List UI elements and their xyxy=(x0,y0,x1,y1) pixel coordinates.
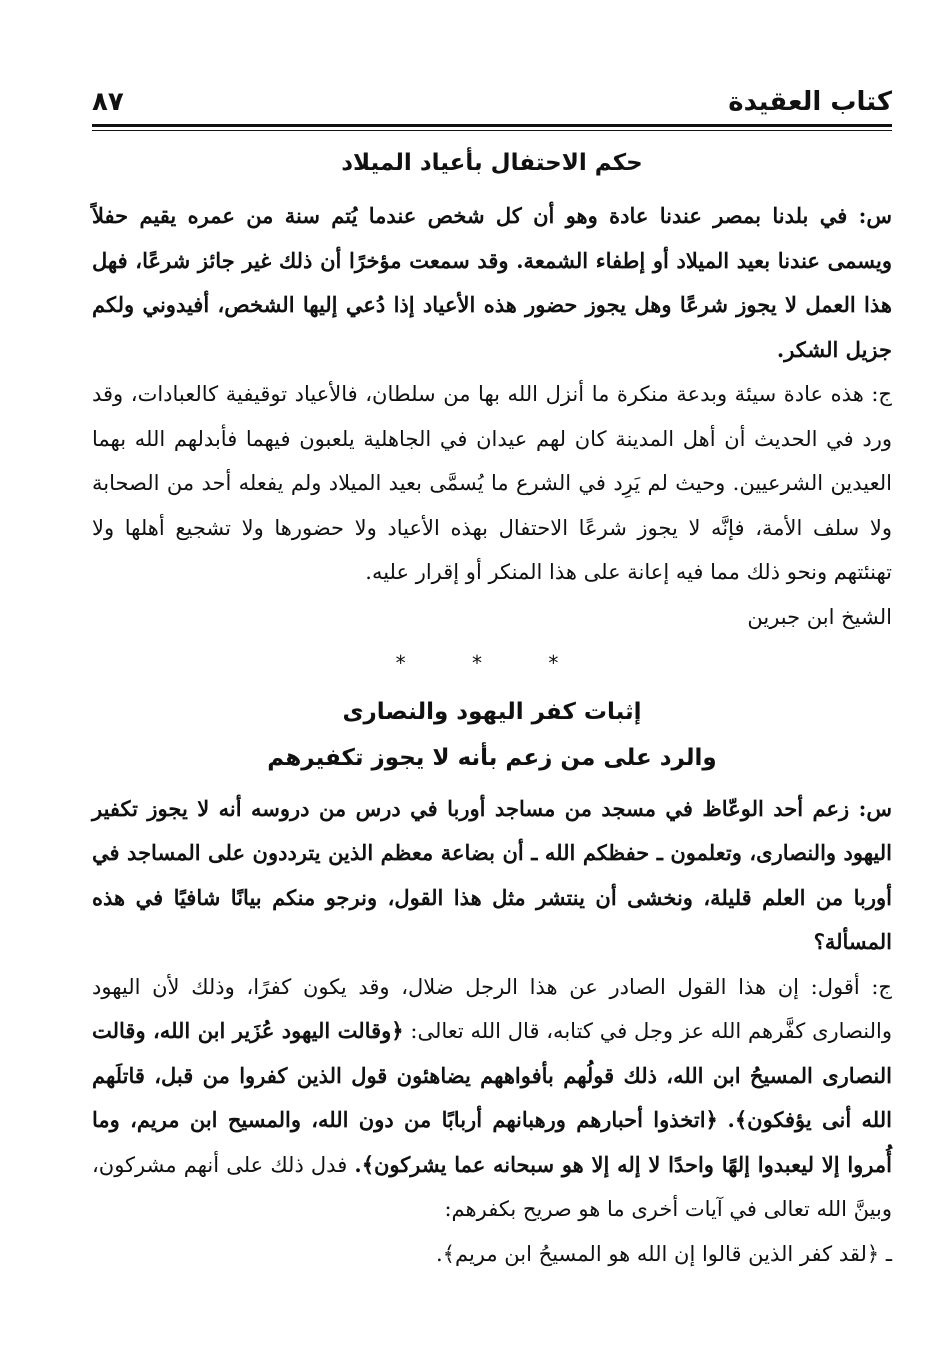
section-separator: * * * xyxy=(395,650,589,675)
page-header xyxy=(92,84,892,126)
answer-paragraph-1: ج: هذه عادة سيئة وبدعة منكرة ما أنزل الله بها من سلطان، فالأعياد توقيفية كالعبادات، وقد ورد في الحديث أن أهل المدينة كان لهم عيدان في الجاهلية يلعبون فيهما فأبدلهم الله بهما العيدين الشرعيين. وحيث لم يَرِد في الشرع ما يُسمَّى بعيد الميلاد ولم يفعله أحد من الصحابة ولا سلف الأمة، فإنَّه لا يجوز شرعًا الاحتفال بهذه الأعياد ولا حضورها ولا تشجيع أهلها ولا تهنئتهم ونحو ذلك مما فيه إعانة على هذا المنكر أو إقرار عليه. xyxy=(92,382,892,584)
section-subtitle-kufr: والرد على من زعم بأنه لا يجوز تكفيرهم xyxy=(267,744,717,771)
page-content xyxy=(92,140,892,1276)
header-rule-thick xyxy=(92,124,892,127)
header-rule-thin xyxy=(92,130,892,131)
quran-quote-2: ﴿اتخذوا أحبارهم ورهبانهم أربابًا من دون الله، والمسيح ابن مريم، وما أُمروا إلا ليعبدوا إلهًا واحدًا لا إله إلا هو سبحانه عما يشركون﴾. xyxy=(92,1107,892,1177)
quran-quote-1: ﴿وقالت اليهود عُزَير ابن الله، وقالت النصارى المسيحُ ابن الله، ذلك قولُهم بأفواههم يضاهئون قول الذين كفروا من قبل، قاتلَهم الله أنى يؤفكون﴾. xyxy=(92,1018,892,1132)
quran-bullet-1: ـ ﴿لقد كفر الذين قالوا إن الله هو المسيحُ ابن مريم﴾. xyxy=(436,1241,892,1266)
answer-continuation: فدل ذلك على أنهم مشركون، وبينَّ الله تعالى في آيات أخرى ما هو صريح بكفرهم: xyxy=(92,1152,892,1221)
section-title-birthday: حكم الاحتفال بأعياد الميلاد xyxy=(341,150,643,176)
answer-intro: ج: أقول: إن هذا القول الصادر عن هذا الرجل ضلال، وقد يكون كفرًا، وذلك لأن اليهود والنصارى كفَّرهم الله عز وجل في كتابه، قال الله تعالى: xyxy=(92,974,892,1043)
answer-paragraph-2 xyxy=(92,965,892,1232)
fatwa-signature: الشيخ ابن جبرين xyxy=(747,604,892,629)
page-number: ٨٧ xyxy=(92,87,124,117)
question-paragraph-1: س: في بلدنا بمصر عندنا عادة وهو أن كل شخص عندما يُتم سنة من عمره يقيم حفلاً ويسمى عندنا بعيد الميلاد أو إطفاء الشمعة. وقد سمعت مؤخرًا أن ذلك غير جائز شرعًا، فهل هذا العمل لا يجوز شرعًا وهل يجوز حضور هذه الأعياد إذا دُعي إليها الشخص، أفيدوني ولكم جزيل الشكر. xyxy=(92,203,892,362)
running-title: كتاب العقيدة xyxy=(728,87,892,117)
section-title-kufr: إثبات كفر اليهود والنصارى xyxy=(342,698,642,725)
question-paragraph-2: س: زعم أحد الوعّاظ في مسجد من مساجد أوربا في درس من دروسه أنه لا يجوز تكفير اليهود والنصارى، وتعلمون ـ حفظكم الله ـ أن بضاعة معظم الذين يترددون على المساجد في أوربا من العلم قليلة، ونخشى أن ينتشر مثل هذا القول، ونرجو منكم بيانًا شافيًا في هذه المسألة؟ xyxy=(92,795,892,954)
